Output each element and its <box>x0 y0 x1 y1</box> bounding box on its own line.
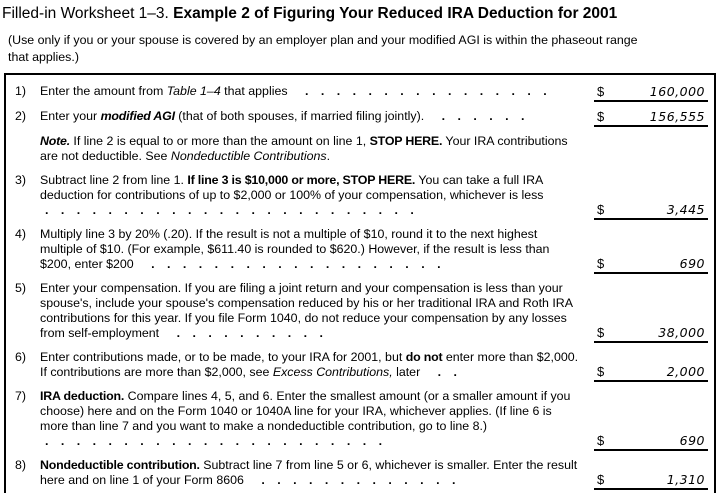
amount-field <box>594 256 708 274</box>
line-text <box>40 134 583 164</box>
text-run: IRA deduction. <box>40 389 125 404</box>
worksheet-box <box>4 73 716 493</box>
amount-value: 156,555 <box>649 109 705 125</box>
text-run: Nondeductible contribution. <box>40 458 200 473</box>
line-text <box>40 109 583 125</box>
line-number: 2) <box>15 109 27 124</box>
amount-field <box>594 325 708 343</box>
line-number: 4) <box>15 227 27 242</box>
line-number: 1) <box>15 84 27 99</box>
text-run: modified AGI <box>100 109 175 124</box>
amount-field <box>594 364 708 382</box>
amount-value: 160,000 <box>649 84 705 100</box>
amount-value: 690 <box>679 433 705 449</box>
worksheet-row <box>15 350 708 380</box>
worksheet-label: Filled-in Worksheet 1–3. <box>2 5 174 22</box>
line-text <box>40 84 583 100</box>
worksheet-row <box>15 84 708 100</box>
text-run: You can take a full IRA deduction for contributions of up to $2,000 or 100% of your compensation, whichever is less <box>40 173 544 203</box>
line-text <box>40 173 583 218</box>
dot-leader: . . . . . . <box>429 109 525 124</box>
text-run: Note. <box>40 134 70 149</box>
worksheet-row <box>15 458 708 488</box>
dollar-sign: $ <box>597 364 605 380</box>
amount-field <box>594 84 708 102</box>
amount-value: 3,445 <box>666 202 705 218</box>
line-number: 7) <box>15 389 27 404</box>
line-number <box>15 134 40 164</box>
dollar-sign: $ <box>597 325 605 341</box>
worksheet-row <box>15 109 708 125</box>
text-run: Enter contributions made, or to be made, to your IRA for 2001, but <box>40 350 406 365</box>
line-number: 8) <box>15 458 27 473</box>
worksheet-row <box>15 173 708 218</box>
worksheet-row <box>15 227 708 272</box>
text-run: that applies <box>220 84 288 99</box>
text-run: Table 1–4 <box>166 84 221 99</box>
amount-field <box>594 109 708 127</box>
line-number: 3) <box>15 173 27 188</box>
text-run: Enter the amount from <box>40 84 167 99</box>
usage-instruction: (Use only if you or your spouse is covered by an employer plan and your modified AGI is within the phaseout range that applies.) <box>8 33 638 64</box>
text-run: later <box>392 365 421 380</box>
text-run: do not <box>405 350 443 365</box>
dot-leader: . . <box>425 365 457 380</box>
dot-leader: . . . . . . . . . . . . . . . . . . . . . . . . <box>45 203 414 218</box>
line-text <box>40 227 583 272</box>
text-run: Subtract line 2 from line 1. <box>40 173 188 188</box>
dollar-sign: $ <box>597 202 605 218</box>
text-run: Your IRA contributions are not deductible. See <box>40 134 568 164</box>
text-run: Subtract line 7 from line 5 or 6, whichever is smaller. Enter the result here and on line 1 of your Form 8606 <box>40 458 578 488</box>
text-run: . <box>326 149 331 164</box>
text-run: If line 2 is equal to or more than the amount on line 1, <box>69 134 370 149</box>
dot-leader: . . . . . . . . . . . . . . . . <box>292 84 547 99</box>
worksheet-title-main: Example 2 of Figuring Your Reduced IRA Deduction for 2001 <box>173 5 618 22</box>
dollar-sign: $ <box>597 84 605 100</box>
line-number: 5) <box>15 281 27 296</box>
dot-leader: . . . . . . . . . . . . . . . . . . . . . . <box>45 434 383 449</box>
dollar-sign: $ <box>597 109 605 125</box>
text-run: Compare lines 4, 5, and 6. Enter the smallest amount (or a smaller amount if you choose) here and on the Form 1040 or 1040A line for your IRA, whichever applies. (If line 6 is more than line 7 and you want to make a nondeductible contribution, go to line 8.) <box>40 389 571 434</box>
line-text <box>40 281 583 341</box>
text-run: If line 3 is $10,000 or more, STOP HERE. <box>187 173 416 188</box>
text-run: Multiply line 3 by 20% (.20). If the result is not a multiple of $10, round it to the next highest multiple of $10. (For example, $611.40 is rounded to $620.) However, if the result is less than $200, enter $200 <box>40 227 550 272</box>
dot-leader: . . . . . . . . . . . . . . . . . . . <box>138 257 441 272</box>
amount-value: 2,000 <box>666 364 705 380</box>
line-text <box>40 350 583 380</box>
text-run: enter more than $2,000. If contributions are more than $2,000, see <box>40 350 579 380</box>
text-run: STOP HERE. <box>369 134 443 149</box>
text-run: Excess Contributions, <box>272 365 393 380</box>
amount-value: 38,000 <box>658 325 705 341</box>
text-run: Nondeductible Contributions <box>170 149 327 164</box>
line-text <box>40 389 583 449</box>
amount-value: 690 <box>679 256 705 272</box>
amount-field <box>594 202 708 220</box>
amount-value: 1,310 <box>666 472 705 488</box>
worksheet-note-row <box>15 134 708 164</box>
dollar-sign: $ <box>597 472 605 488</box>
dot-leader: . . . . . . . . . . <box>164 326 323 341</box>
page-title <box>2 4 721 23</box>
worksheet-row <box>15 389 708 449</box>
line-number: 6) <box>15 350 27 365</box>
worksheet-row <box>15 281 708 341</box>
line-text <box>40 458 583 488</box>
amount-field <box>594 433 708 451</box>
dot-leader: . . . . . . . . . . . . . <box>248 473 456 488</box>
text-run: Enter your <box>40 109 101 124</box>
amount-field <box>594 472 708 490</box>
dollar-sign: $ <box>597 256 605 272</box>
text-run: Enter your compensation. If you are filing a joint return and your compensation is less than your spouse's, include your spouse's compensation reduced by his or her traditional IRA and Roth IRA contributions for this year. If you file Form 1040, do not reduce your compensation by any losses from self-employment <box>40 281 573 341</box>
worksheet-rows <box>15 84 708 488</box>
text-run: (that of both spouses, if married filing jointly). <box>174 109 425 124</box>
dollar-sign: $ <box>597 433 605 449</box>
